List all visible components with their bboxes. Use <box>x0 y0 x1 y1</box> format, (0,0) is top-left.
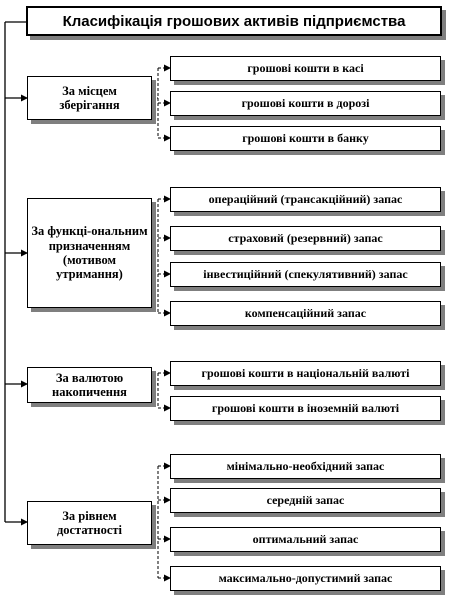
item-insurance-reserve: страховий (резервний) запас <box>170 226 441 251</box>
item-cash-in-transit: грошові кошти в дорозі <box>170 91 441 116</box>
item-cash-in-register: грошові кошти в касі <box>170 56 441 81</box>
item-cash-in-bank: грошові кошти в банку <box>170 126 441 151</box>
item-maximum-reserve: максимально-допустимий запас <box>170 566 441 591</box>
diagram-title: Класифікація грошових активів підприємства <box>26 6 442 36</box>
item-investment-reserve: інвестиційний (спекулятивний) запас <box>170 262 441 287</box>
item-compensation-reserve: компенсаційний запас <box>170 301 441 326</box>
item-foreign-currency: грошові кошти в іноземній валюті <box>170 396 441 421</box>
item-average-reserve: середній запас <box>170 488 441 513</box>
item-operational-reserve: операційний (трансакційний) запас <box>170 187 441 212</box>
category-storage-location: За місцем зберігання <box>27 76 152 120</box>
item-national-currency: грошові кошти в національній валюті <box>170 361 441 386</box>
category-sufficiency-level: За рівнем достатності <box>27 501 152 545</box>
category-currency: За валютою накопичення <box>27 367 152 403</box>
item-optimal-reserve: оптимальний запас <box>170 527 441 552</box>
category-functional-purpose: За функці-ональним призначенням (мотивом утримання) <box>27 198 152 308</box>
item-minimum-reserve: мінімально-необхідний запас <box>170 454 441 479</box>
